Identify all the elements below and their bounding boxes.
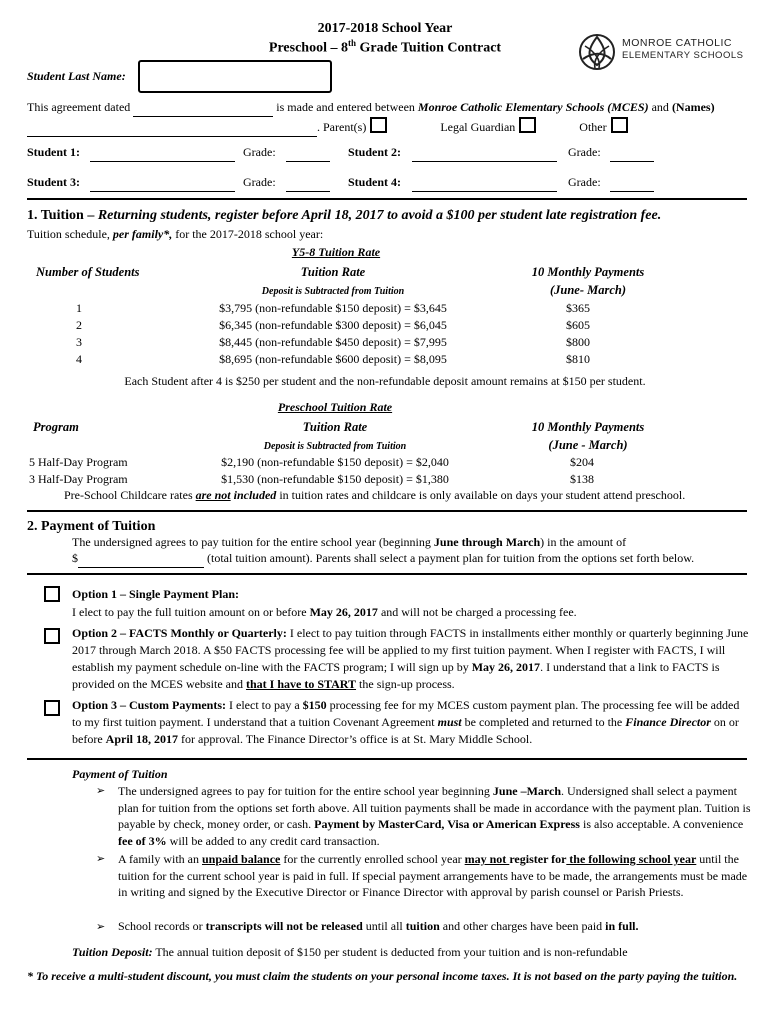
monthly-payment-cell: $810: [566, 352, 590, 366]
tuition-rate-cell: $3,795 (non-refundable $150 deposit) = $3,645: [219, 301, 447, 315]
student-4-field[interactable]: [412, 175, 557, 192]
school-logo-text: MONROE CATHOLIC ELEMENTARY SCHOOLS: [622, 37, 744, 62]
y5-8-title: Y5-8 Tuition Rate: [291, 245, 381, 259]
after-4-note: Each Student after 4 is $250 per student and the non-refundable deposit amount remains at $150 per student.: [124, 374, 646, 388]
divider: [27, 758, 747, 760]
student-4-grade-field[interactable]: [610, 175, 654, 192]
parent-checkbox[interactable]: [370, 117, 387, 133]
names-field[interactable]: [27, 120, 317, 137]
agreement-line-1: This agreement dated is made and entered between Monroe Catholic Elementary Schools (MCES) and (Names): [27, 100, 757, 117]
payment-of-tuition-title: Payment of Tuition: [72, 767, 168, 781]
col-tuition-rate: Tuition Rate: [300, 265, 366, 279]
student-1-grade-label: Grade:: [243, 145, 276, 159]
monthly-payment-cell: $605: [566, 318, 590, 332]
payment-intro-line-2: $ (total tuition amount). Parents shall select a payment plan for tuition from the options set forth below.: [72, 551, 694, 568]
student-3-field[interactable]: [90, 175, 235, 192]
student-last-name-input[interactable]: [138, 60, 332, 93]
legal-guardian-checkbox[interactable]: [519, 117, 536, 133]
bullet-arrow-icon: ➢: [96, 784, 106, 797]
col-program: Program: [33, 420, 79, 434]
bullet-arrow-icon: ➢: [96, 852, 106, 865]
student-2-grade-label: Grade:: [568, 145, 601, 159]
preschool-rate-cell: $1,530 (non-refundable $150 deposit) = $1,380: [221, 472, 449, 486]
col-number-of-students: Number of Students: [36, 265, 140, 279]
student-4-label: Student 4:: [348, 175, 402, 189]
student-2-label: Student 2:: [348, 145, 402, 159]
student-3-grade-label: Grade:: [243, 175, 276, 189]
payment-intro-line-1: The undersigned agrees to pay tuition for the entire school year (beginning June through March) in the amount of: [72, 535, 627, 549]
monthly-payment-cell: $365: [566, 301, 590, 315]
program-cell: 3 Half-Day Program: [29, 472, 128, 486]
tuition-rate-cell: $8,695 (non-refundable $600 deposit) = $8,095: [219, 352, 447, 366]
option-1-checkbox[interactable]: [44, 586, 60, 602]
student-count-cell: 2: [76, 318, 82, 332]
tuition-deposit-note: Tuition Deposit: The annual tuition deposit of $150 per student is deducted from your tuition and is non-refundable: [72, 945, 628, 959]
payment-bullet-3: School records or transcripts will not be released until all tuition and other charges have been paid in full.: [118, 919, 639, 933]
pre-deposit-note: Deposit is Subtracted from Tuition: [263, 441, 407, 452]
option-3-checkbox[interactable]: [44, 700, 60, 716]
col-monthly-payments: 10 Monthly Payments: [531, 265, 645, 279]
agreement-line-2: . Parent(s) Legal Guardian Other: [27, 117, 757, 137]
tuition-schedule-intro: Tuition schedule, per family*, for the 2017-2018 school year:: [27, 227, 324, 241]
payment-bullet-1: The undersigned agrees to pay for tuition for the entire school year beginning June –March. Undersigned shall select a payment plan for tuition from the options set forth above. All tuition payments shall be made in accordance with the payment plan. Tuition is payable by check, money order, or cash. Payment by MasterCard, Visa or American Express is also acceptable. A convenience fee of 3% will be added to any credit card transaction.: [118, 784, 751, 848]
divider: [27, 510, 747, 512]
childcare-note: Pre-School Childcare rates are not included in tuition rates and childcare is only available on days your student attend preschool.: [64, 488, 686, 502]
student-2-grade-field[interactable]: [610, 145, 654, 162]
section-2-heading: 2. Payment of Tuition: [27, 519, 156, 534]
student-last-name-label: Student Last Name:: [27, 69, 126, 83]
section-1-heading: 1. Tuition – Returning students, register before April 18, 2017 to avoid a $100 per student late registration fee.: [27, 208, 662, 223]
bullet-arrow-icon: ➢: [96, 920, 106, 933]
footnote: * To receive a multi-student discount, you must claim the students on your personal income taxes. It is not based on the party paying the tuition.: [27, 969, 738, 983]
student-1-field[interactable]: [90, 145, 235, 162]
months-range: (June- March): [549, 283, 627, 297]
tuition-rate-cell: $6,345 (non-refundable $300 deposit) = $6,045: [219, 318, 447, 332]
student-3-label: Student 3:: [27, 175, 81, 189]
student-2-field[interactable]: [412, 145, 557, 162]
tuition-rate-cell: $8,445 (non-refundable $450 deposit) = $7,995: [219, 335, 447, 349]
student-count-cell: 3: [76, 335, 82, 349]
divider: [27, 573, 747, 575]
preschool-rate-cell: $2,190 (non-refundable $150 deposit) = $2,040: [221, 455, 449, 469]
option-3: Option 3 – Custom Payments: I elect to pay a $150 processing fee for my MCES custom payment plan. The processing fee will be added to my first tuition payment. I understand that a tuition Covenant Agreement must be completed and returned to the Finance Director on or before April 18, 2017 for approval. The Finance Director’s office is at St. Mary Middle School.: [72, 698, 740, 746]
other-checkbox[interactable]: [611, 117, 628, 133]
student-1-grade-field[interactable]: [286, 145, 330, 162]
preschool-monthly-cell: $204: [570, 455, 594, 469]
option-2: Option 2 – FACTS Monthly or Quarterly: I elect to pay tuition through FACTS in installments either monthly or quarterly beginning June 2017 through March 2018. A $50 FACTS processing fee will be applied to my first tuition payment. When I register with FACTS, I will establish my payment schedule on-line with the FACTS program; I will sign up by May 26, 2017. I understand that a link to FACTS is provided on the MCES website and that I have to START the sign-up process.: [72, 626, 749, 691]
pre-months-range: (June - March): [548, 438, 628, 452]
title-line-2: Preschool – 8th Grade Tuition Contract: [268, 38, 502, 56]
program-cell: 5 Half-Day Program: [29, 455, 128, 469]
student-1-label: Student 1:: [27, 145, 81, 159]
student-4-grade-label: Grade:: [568, 175, 601, 189]
option-2-checkbox[interactable]: [44, 628, 60, 644]
title-line-1: 2017-2018 School Year: [317, 21, 453, 36]
student-count-cell: 1: [76, 301, 82, 315]
divider: [27, 198, 747, 200]
monthly-payment-cell: $800: [566, 335, 590, 349]
preschool-title: Preschool Tuition Rate: [277, 400, 393, 414]
option-1: Option 1 – Single Payment Plan: I elect to pay the full tuition amount on or before May 26, 2017 and will not be charged a processing fee.: [72, 587, 577, 619]
agreement-date-field[interactable]: [133, 100, 273, 117]
col-pre-tuition-rate: Tuition Rate: [302, 420, 368, 434]
total-tuition-field[interactable]: [78, 551, 204, 568]
student-3-grade-field[interactable]: [286, 175, 330, 192]
payment-bullet-2: A family with an unpaid balance for the currently enrolled school year may not register for the following school year until the tuition for the current school year is paid in full. If special payment arrangements have to be made, the arrangements must be made in writing and signed by the Executive Director or Finance Director with approval by parish counsel or Parish Priests.: [118, 852, 748, 899]
preschool-monthly-cell: $138: [570, 472, 594, 486]
deposit-note: Deposit is Subtracted from Tuition: [261, 286, 405, 297]
col-pre-monthly: 10 Monthly Payments: [531, 420, 645, 434]
student-count-cell: 4: [76, 352, 82, 366]
celtic-knot-logo-icon: [577, 32, 617, 77]
